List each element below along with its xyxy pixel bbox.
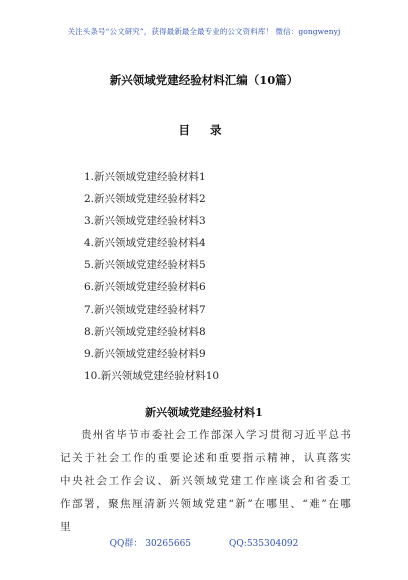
document-title: 新兴领域党建经验材料汇编（10篇） [109, 73, 299, 87]
footer-qq-group: QQ群： 30265665 [109, 539, 192, 549]
toc-item[interactable]: 4.新兴领域党建经验材料4 [84, 237, 206, 250]
toc-item[interactable]: 9.新兴领域党建经验材料9 [84, 347, 206, 360]
toc-item[interactable]: 2.新兴领域党建经验材料2 [84, 193, 206, 206]
toc-item[interactable]: 5.新兴领域党建经验材料5 [84, 259, 206, 272]
footer-qq-number: QQ:535304092 [229, 539, 299, 549]
toc-item[interactable]: 1.新兴领域党建经验材料1 [84, 171, 206, 183]
toc-item[interactable]: 8.新兴领域党建经验材料8 [84, 325, 206, 338]
toc-item[interactable]: 10.新兴领域党建经验材料10 [84, 369, 220, 382]
toc-item[interactable]: 6.新兴领域党建经验材料6 [84, 281, 206, 294]
toc-item[interactable]: 3.新兴领域党建经验材料3 [84, 215, 206, 228]
table-of-contents [84, 166, 219, 387]
toc-item[interactable]: 7.新兴领域党建经验材料7 [84, 303, 206, 316]
footer-contact [0, 536, 408, 549]
toc-heading: 目 录 [178, 123, 230, 137]
section-title: 新兴领域党建经验材料1 [145, 406, 263, 419]
body-paragraph: 贵州省毕节市委社会工作部深入学习贯彻习近平总书记关于社会工作的重要论述和重要指示精神，认真落实中央社会工作会议、新兴领域党建工作座谈会和省委工作部署，聚焦厘清新兴领域党建“新”在哪里、“难”在哪里 [60, 429, 352, 533]
header-promo-note: 关注头条号“公文研究”，获得最新最全最专业的公文资料库！ 微信：gongwenyj [67, 27, 341, 36]
